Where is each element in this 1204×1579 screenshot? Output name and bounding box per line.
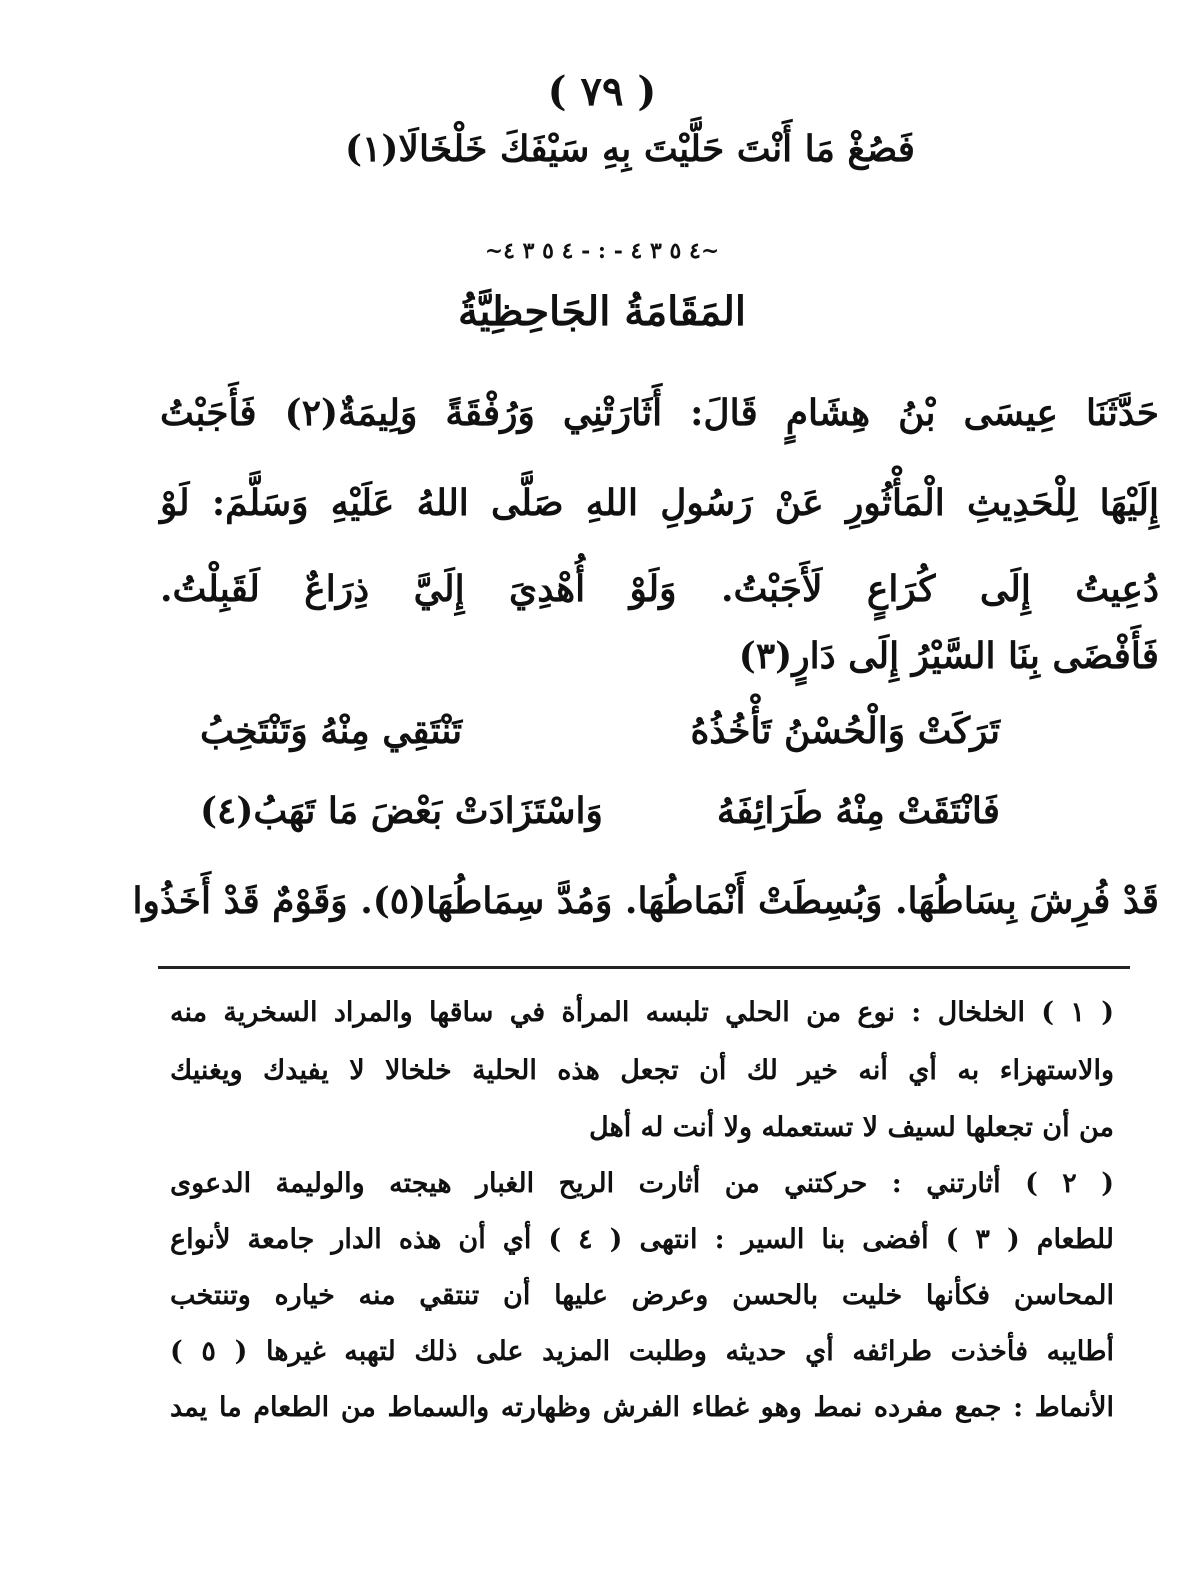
verse-1-second-hemistich: تَنْتَقِي مِنْهُ وَتَنْتَخِبُ bbox=[200, 710, 463, 752]
verse-line-1 bbox=[200, 710, 1000, 752]
section-divider-ornament: ~٤ ٥ ٣ ٤ - : - ٤ ٥ ٣ ٤~ bbox=[484, 238, 720, 264]
footnote-separator bbox=[158, 966, 1130, 969]
verse-2-second-hemistich: وَاسْتَزَادَتْ بَعْضَ مَا تَهَبُ(٤) bbox=[200, 790, 603, 832]
body-line-3: دُعِيتُ إِلَى كُرَاعٍ لَأَجَبْتُ. وَلَوْ أُهْدِيَ إِلَيَّ ذِرَاعٌ لَقَبِلْتُ. bbox=[160, 568, 1159, 610]
verse-2-first-hemistich: فَانْتَقَتْ مِنْهُ طَرَائِفَهُ bbox=[716, 790, 1000, 832]
footnote-line-7: أطايبه فأخذت طرائفه أي حديثه وطلبت المزيد على ذلك لتهبه غيرها ( ٥ ) bbox=[170, 1336, 1114, 1367]
page-number: ( ٧٩ ) bbox=[547, 68, 657, 115]
footnote-line-8: الأنماط : جمع مفرده نمط وهو غطاء الفرش وظهارته والسماط من الطعام ما يمد bbox=[170, 1392, 1114, 1423]
footnote-line-3: من أن تجعلها لسيف لا تستعمله ولا أنت له أهل bbox=[589, 1112, 1114, 1143]
section-title: المَقَامَةُ الجَاحِظِيَّةُ bbox=[457, 288, 746, 335]
verse-line-2 bbox=[200, 790, 1000, 832]
footnote-line-1: ( ١ ) الخلخال : نوع من الحلي تلبسه المرأة في ساقها والمراد السخرية منه bbox=[170, 997, 1114, 1028]
body-line-1: حَدَّثَنَا عِيسَى بْنُ هِشَامٍ قَالَ: أَثَارَتْنِي وَرُفْقَةً وَلِيمَةٌ(٢) فَأَجَبْتُ bbox=[160, 392, 1159, 434]
body-line-5: قَدْ فُرِشَ بِسَاطُهَا. وَبُسِطَتْ أَنْمَاطُهَا. وَمُدَّ سِمَاطُهَا(٥). وَقَوْمٌ قَدْ أَخَذُوا bbox=[132, 880, 1159, 922]
footnote-line-2: والاستهزاء به أي أنه خير لك أن تجعل هذه الحلية خلخالا لا يفيدك ويغنيك bbox=[170, 1055, 1114, 1086]
verse-1-first-hemistich: تَرَكَتْ وَالْحُسْنُ تَأْخُذُهُ bbox=[690, 710, 1000, 752]
body-line-2: إِلَيْهَا لِلْحَدِيثِ الْمَأْثُورِ عَنْ رَسُولِ اللهِ صَلَّى اللهُ عَلَيْهِ وَسَلَّمَ: لَوْ bbox=[160, 482, 1159, 524]
body-line-4: فَأَفْضَى بِنَا السَّيْرُ إِلَى دَارٍ(٣) bbox=[738, 635, 1159, 677]
footnote-line-6: المحاسن فكأنها خليت بالحسن وعرض عليها أن تنتقي منه خياره وتنتخب bbox=[170, 1280, 1114, 1311]
opening-verse: فَصُغْ مَا أَنْتَ حَلَّيْتَ بِهِ سَيْفَكَ خَلْخَالَا(١) bbox=[344, 128, 916, 170]
footnote-line-4: ( ٢ ) أثارتني : حركتني من أثارت الريح الغبار هيجته والوليمة الدعوى bbox=[170, 1168, 1114, 1199]
footnote-line-5: للطعام ( ٣ ) أفضى بنا السير : انتهى ( ٤ ) أي أن هذه الدار جامعة لأنواع bbox=[170, 1224, 1115, 1255]
